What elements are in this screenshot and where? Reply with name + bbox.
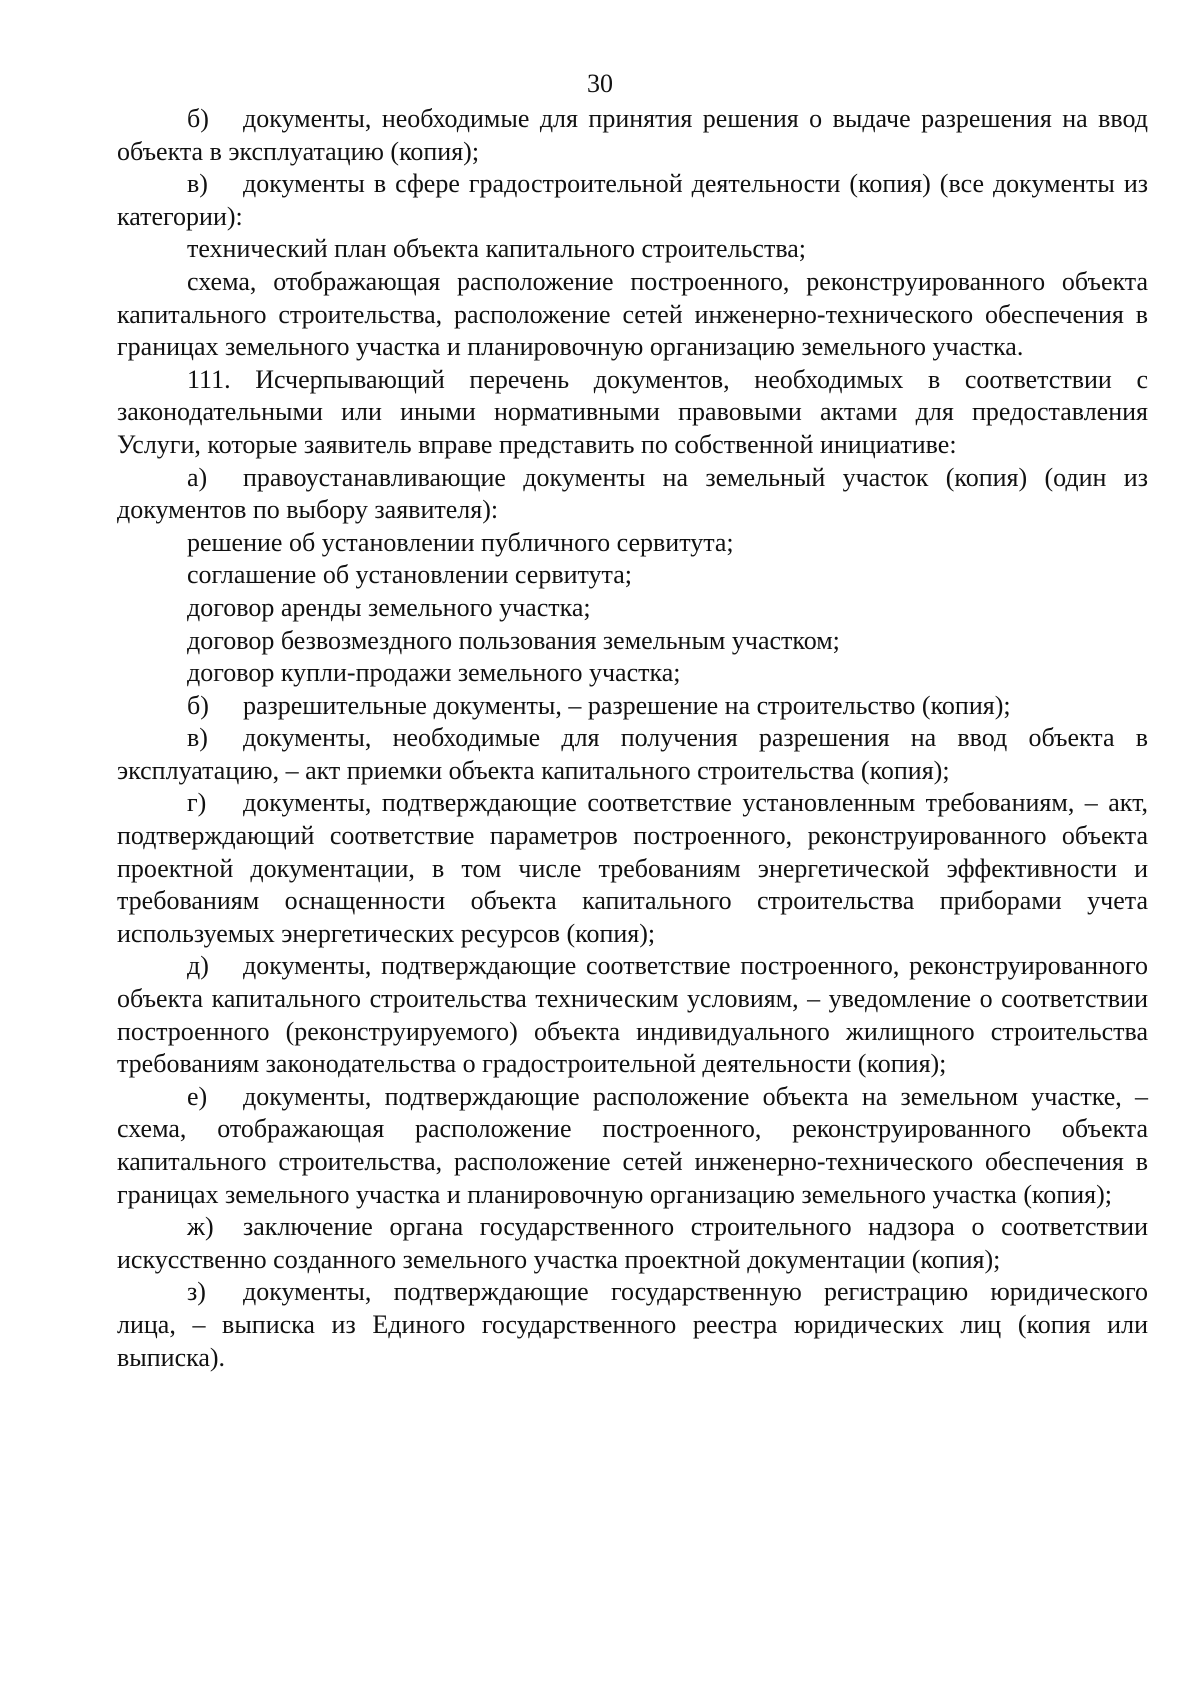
item-marker: е) bbox=[187, 1081, 208, 1111]
item-text: заключение органа государственного строительного надзора о соответствии искусственно созданного земельного участка проектной документации (копия); bbox=[117, 1212, 1148, 1274]
sub-item-purchase: договор купли-продажи земельного участка; bbox=[187, 658, 681, 688]
list-item-g bbox=[117, 787, 1148, 950]
item-marker: з) bbox=[187, 1277, 206, 1307]
sub-item-scheme: схема, отображающая расположение построенного, реконструированного объекта капитального строительства, расположение сетей инженерно-технического обеспечения в границах земельного участка и планировочную организацию земельного участка. bbox=[117, 266, 1148, 362]
item-text: разрешительные документы, – разрешение на строительство (копия); bbox=[243, 690, 1011, 720]
item-text: документы, подтверждающие государственную регистрацию юридического лица, – выписка из Единого государственного реестра юридических лиц (копия или выписка). bbox=[117, 1277, 1148, 1372]
item-marker: д) bbox=[187, 951, 209, 981]
sub-item-servitude-agreement: соглашение об установлении сервитута; bbox=[187, 560, 632, 590]
list-item-v-2 bbox=[117, 722, 1148, 787]
list-item-zh bbox=[117, 1211, 1148, 1276]
item-marker: в) bbox=[187, 169, 208, 199]
item-text: документы, необходимые для получения разрешения на ввод объекта в эксплуатацию, – акт приемки объекта капитального строительства (копия); bbox=[117, 723, 1148, 785]
item-marker: б) bbox=[187, 104, 209, 133]
list-item-e bbox=[117, 1081, 1148, 1211]
sub-item-free-use: договор безвозмездного пользования земельным участком; bbox=[187, 625, 840, 655]
list-item-d bbox=[117, 950, 1148, 1080]
document-body bbox=[117, 103, 1148, 1374]
list-item-b-2 bbox=[117, 690, 1148, 723]
sub-item-public-servitude: решение об установлении публичного сервитута; bbox=[187, 527, 734, 557]
item-marker: в) bbox=[187, 723, 208, 753]
item-marker: ж) bbox=[187, 1212, 214, 1242]
sub-item-lease: договор аренды земельного участка; bbox=[187, 592, 591, 622]
item-text: документы в сфере градостроительной деятельности (копия) (все документы из категории): bbox=[117, 169, 1148, 231]
sub-item-technical-plan: технический план объекта капитального строительства; bbox=[187, 234, 807, 264]
item-marker: г) bbox=[187, 788, 207, 818]
item-text: правоустанавливающие документы на земельный участок (копия) (один из документов по выбору заявителя): bbox=[117, 462, 1148, 525]
page-number: 30 bbox=[587, 69, 613, 98]
list-item-b-1 bbox=[117, 103, 1148, 168]
section-111: 111. Исчерпывающий перечень документов, необходимых в соответствии с законодательными или иными нормативными правовыми актами для предоставления Услуги, которые заявитель вправе представить по собственной инициативе: bbox=[117, 364, 1148, 459]
item-text: документы, подтверждающие соответствие построенного, реконструированного объекта капитального строительства техническим условиям, – уведомление о соответствии построенного (реконструируемого) объекта индивидуального жилищного строительства требованиям законодательства о градостроительной деятельности (копия); bbox=[117, 951, 1148, 1079]
item-text: документы, необходимые для принятия решения о выдаче разрешения на ввод объекта в эксплуатацию (копия); bbox=[117, 104, 1148, 166]
item-text: документы, подтверждающие соответствие установленным требованиям, – акт, подтверждающий соответствие параметров построенного, реконструированного объекта проектной документации, в том числе требованиям энергетической эффективности и требованиям оснащенности объекта капитального строительства приборами учета используемых энергетических ресурсов (копия); bbox=[117, 788, 1148, 948]
list-item-z bbox=[117, 1276, 1148, 1374]
list-item-a bbox=[117, 462, 1148, 527]
item-text: документы, подтверждающие расположение объекта на земельном участке, – схема, отображающая расположение построенного, реконструированного объекта капитального строительства, расположение сетей инженерно-технического обеспечения в границах земельного участка и планировочную организацию земельного участка (копия); bbox=[117, 1081, 1148, 1209]
item-marker: а) bbox=[187, 462, 208, 492]
item-marker: б) bbox=[187, 690, 209, 720]
list-item-v-1 bbox=[117, 168, 1148, 233]
